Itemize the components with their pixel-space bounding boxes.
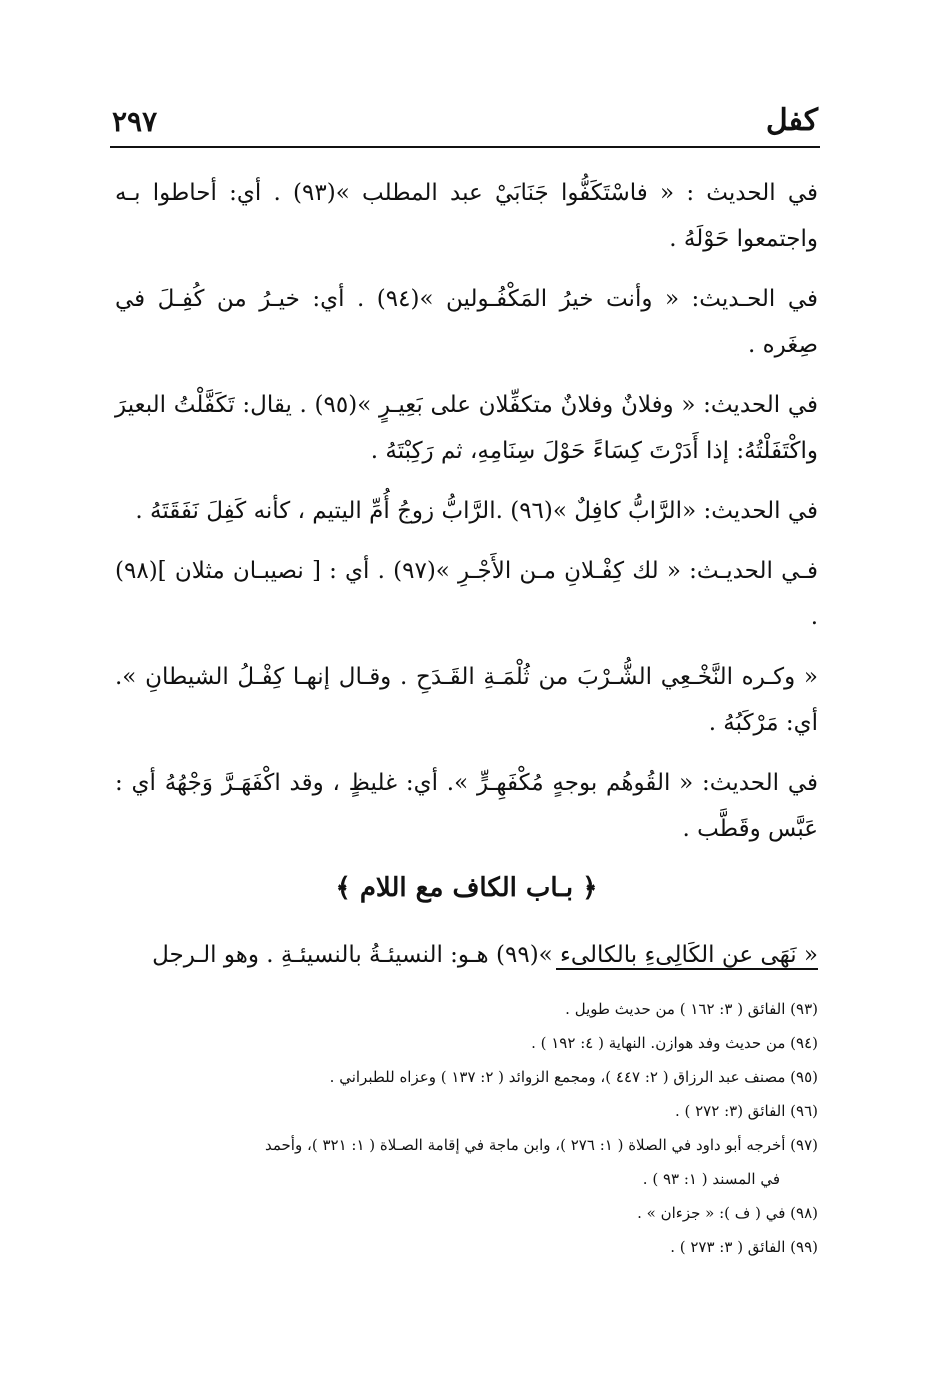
footnote: (٩٨) في ( ف ): « جزءان » . <box>637 1204 818 1222</box>
main-text <box>115 170 818 992</box>
paragraph: في الحديث: « القُوهُم بوجهٍ مُكْفَهِـرٍّ ». أي: غليظٍ ، وقد اكْفَهَـرَّ وَجْهُهُ أي : عَبَّس وقَطَّب . <box>115 770 818 842</box>
paragraph: في الحـديث: « وأنت خيرُ المَكْفُـولين »(٩٤) . أي: خيـرُ من كُفِـلَ في صِغَره . <box>115 286 818 358</box>
footnotes <box>112 992 818 1264</box>
paragraph: في الحديث: «الرَّابُّ كافِلٌ »(٩٦) .الرَّابُّ زوجُ أُمِّ اليتيم ، كأنه كَفِلَ نَفَقَتَهُ . <box>135 498 818 524</box>
footnote: (٩٤) من حديث وفد هوازن. النهاية ( ٤: ١٩٢ ) . <box>531 1034 818 1052</box>
paragraph: « نَهَى عن الكَالِىءِ بالكالىء »(٩٩) هـو: النسيئـةُ بالنسيئـةِ . وهو الـرجل <box>152 942 818 968</box>
paragraph: في الحديث : « فاسْتَكَفُّوا جَنَابَيْ عبد المطلب »(٩٣) . أي: أحاطوا بـه واجتمعوا حَوْلَهُ . <box>115 180 818 252</box>
header-divider <box>110 146 820 148</box>
footnote-divider <box>556 968 818 970</box>
section-heading: ﴿ بـاب الكاف مع اللام ﴾ <box>335 873 598 903</box>
header-title: كفل <box>765 103 818 138</box>
paragraph: في الحديث: « وفلانٌ وفلانٌ متكفِّلان على بَعِيـرٍ »(٩٥) . يقال: تَكَفَّلْتُ البعيرَ واكْتَفَلْتُهُ: إذا أَدَرْتَ كِسَاءً حَوْلَ سِنَامِهِ، ثم رَكِبْتَهُ . <box>115 392 818 464</box>
footnote-continuation: في المسند ( ١: ٩٣ ) . <box>642 1170 780 1188</box>
paragraph: فـي الحديـث: « لك كِفْـلانِ مـن الأَجْـرِ »(٩٧) . أي : [ نصيبـان مثلان ](٩٨) . <box>115 558 818 630</box>
footnote: (٩٩) الفائق ( ٣: ٢٧٣ ) . <box>670 1238 818 1256</box>
footnote: (٩٥) مصنف عبد الرزاق ( ٢: ٤٤٧ )، ومجمع الزوائد ( ٢: ١٣٧ ) وعزاه للطبراني . <box>329 1068 818 1086</box>
page-number: ٢٩٧ <box>112 105 158 138</box>
page-header <box>112 84 818 136</box>
footnote: (٩٣) الفائق ( ٣: ١٦٢ ) من حديث طويل . <box>565 1000 818 1018</box>
footnote: (٩٦) الفائق (٣: ٢٧٢ ) . <box>674 1102 818 1120</box>
paragraph: « وكـره النَّخْـعِي الشُّـرْبَ من ثُلْمَـةِ القَـدَحِ . وقـال إنهـا كِفْـلُ الشيطانِ ». أي: مَرْكَبُهُ . <box>115 664 818 736</box>
footnote: (٩٧) أخرجه أبو داود في الصلاة ( ١: ٢٧٦ )، وابن ماجة في إقامة الصـلاة ( ١: ٣٢١ )، وأحمد <box>264 1136 818 1154</box>
